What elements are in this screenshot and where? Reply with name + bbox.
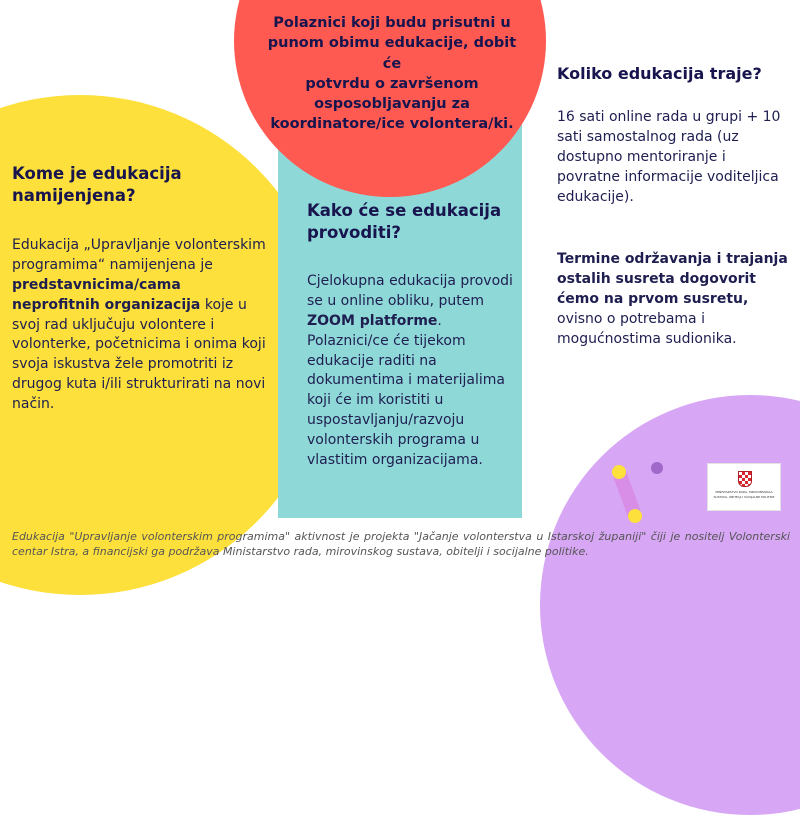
audience-heading-line: Kome je edukacija [12,164,182,183]
method-text-rest: . Polaznici/ce će tijekom edukacije raditi na dokumentima i materijalima koji će im koristiti u uspostavljanju/razvoju volonterskih programa u vlastitim organizacijama. [307,312,505,468]
schedule-text-rest: ovisno o potrebama i mogućnostima sudionika. [557,310,737,347]
method-text-intro: Cjelokupna edukacija provodi se u online obliku, putem [307,273,513,309]
method-text-highlight: ZOOM platforme [307,312,438,329]
audience-text-intro: Edukacija „Upravljanje volonterskim programima“ namijenjena je [12,237,266,273]
method-heading [307,200,522,245]
audience-text-rest: koje u svoj rad uključuju volontere i volonterke, početnicima i onima koji svoja iskustva žele promotriti iz drugog kuta i/ili strukturirati na novi način. [12,296,266,412]
ministry-logo [707,463,781,511]
footer-note: Edukacija "Upravljanje volonterskim programima" aktivnost je projekta "Jačanje volonterstva u Istarskoj županiji" čiji je nositelj Volonterski centar Istra, a financijski ga podržava Ministarstvo rada, mirovinskog sustava, obitelji i socijalne politike. [12,530,790,559]
method-heading-line: provoditi? [307,223,401,243]
ministry-logo-line: SUSTAVA, OBITELJI I SOCIJALNE POLITIKE [713,495,775,499]
schedule-text-highlight: Termine održavanja i trajanja ostalih susreta dogovorit ćemo na prvom susretu, [557,251,788,307]
audience-heading [12,163,262,208]
audience-text-highlight: predstavnicima/cama neprofitnih organizacija [12,276,201,313]
certificate-note-line: Polaznici koji budu prisutni u [273,15,511,31]
duration-text: 16 sati online rada u grupi + 10 sati samostalnog rada (uz dostupno mentoriranje i povratne informacije voditeljica edukacije). [557,109,781,205]
certificate-note [258,13,526,135]
schedule-text [557,250,792,349]
audience-text [12,236,270,415]
certificate-note-line: potvrdu o završenom [305,75,479,92]
croatian-coat-of-arms-icon [738,471,752,487]
certificate-note-line: punom obimu edukacije, dobit će [267,35,517,72]
method-text [307,272,522,471]
duration-heading: Koliko edukacija traje? [557,64,762,83]
method-heading-line: Kako će se edukacija [307,201,502,220]
ministry-logo-line: MINISTARSTVO RADA, MIROVINSKOGA [715,490,773,494]
pill-dots-icon [605,458,675,528]
audience-heading-line: namijenjena? [12,186,136,206]
certificate-note-line: koordinatore/ice volontera/ki. [270,116,514,133]
certificate-note-line: osposobljavanju za [314,96,470,113]
